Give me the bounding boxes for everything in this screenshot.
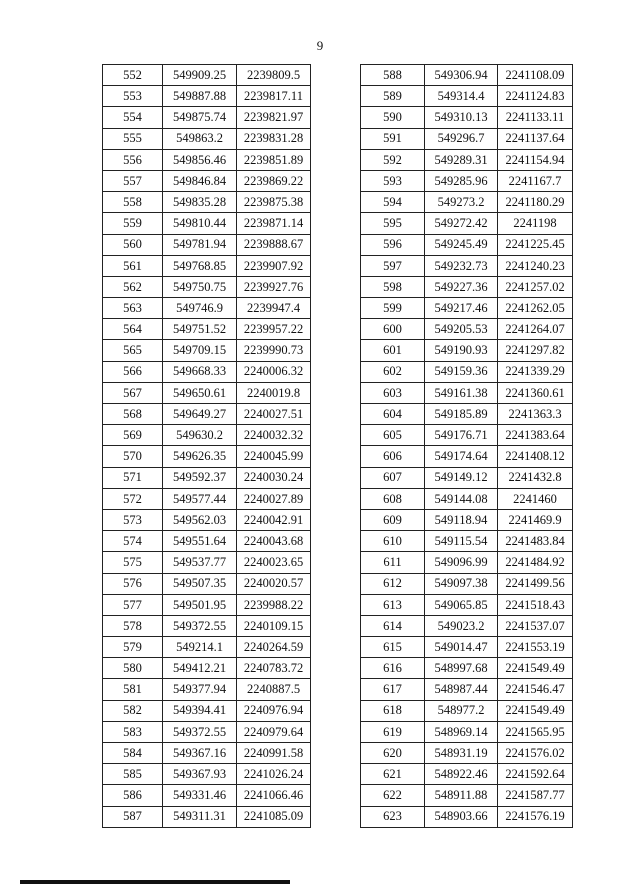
y-coordinate-cell: 2239990.73 [237,340,311,361]
point-number-cell: 607 [361,467,425,488]
point-number-cell: 575 [103,552,163,573]
point-number-cell: 599 [361,298,425,319]
footer-rule [20,880,290,884]
point-number-cell: 603 [361,382,425,403]
y-coordinate-cell: 2241133.11 [498,107,573,128]
table-row [103,573,311,594]
x-coordinate-cell: 549272.42 [425,213,498,234]
table-row [361,65,573,86]
point-number-cell: 612 [361,573,425,594]
y-coordinate-cell: 2241469.9 [498,509,573,530]
table-row [103,488,311,509]
y-coordinate-cell: 2239821.97 [237,107,311,128]
table-row [103,298,311,319]
x-coordinate-cell: 549149.12 [425,467,498,488]
y-coordinate-cell: 2239831.28 [237,128,311,149]
x-coordinate-cell: 549377.94 [163,679,237,700]
table-row [361,170,573,191]
y-coordinate-cell: 2240045.99 [237,446,311,467]
table-row [103,192,311,213]
x-coordinate-cell: 549626.35 [163,446,237,467]
x-coordinate-cell: 549115.54 [425,531,498,552]
table-row [103,425,311,446]
table-row [103,86,311,107]
point-number-cell: 611 [361,552,425,573]
table-row [361,276,573,297]
point-number-cell: 589 [361,86,425,107]
table-row [361,637,573,658]
table-row [361,107,573,128]
y-coordinate-cell: 2241154.94 [498,149,573,170]
x-coordinate-cell: 549668.33 [163,361,237,382]
point-number-cell: 617 [361,679,425,700]
point-number-cell: 591 [361,128,425,149]
x-coordinate-cell: 549185.89 [425,404,498,425]
y-coordinate-cell: 2240264.59 [237,637,311,658]
table-row [361,446,573,467]
y-coordinate-cell: 2239888.67 [237,234,311,255]
table-row [103,552,311,573]
point-number-cell: 574 [103,531,163,552]
y-coordinate-cell: 2241026.24 [237,764,311,785]
x-coordinate-cell: 549781.94 [163,234,237,255]
table-row [361,128,573,149]
table-row [361,361,573,382]
y-coordinate-cell: 2241363.3 [498,404,573,425]
point-number-cell: 558 [103,192,163,213]
y-coordinate-cell: 2241549.49 [498,658,573,679]
x-coordinate-cell: 548922.46 [425,764,498,785]
table-row [361,467,573,488]
y-coordinate-cell: 2240027.89 [237,488,311,509]
table-row [103,107,311,128]
x-coordinate-cell: 549310.13 [425,107,498,128]
point-number-cell: 557 [103,170,163,191]
point-number-cell: 566 [103,361,163,382]
x-coordinate-cell: 549887.88 [163,86,237,107]
y-coordinate-cell: 2239851.89 [237,149,311,170]
x-coordinate-cell: 549650.61 [163,382,237,403]
point-number-cell: 555 [103,128,163,149]
y-coordinate-cell: 2241108.09 [498,65,573,86]
y-coordinate-cell: 2240043.68 [237,531,311,552]
y-coordinate-cell: 2241124.83 [498,86,573,107]
point-number-cell: 598 [361,276,425,297]
point-number-cell: 581 [103,679,163,700]
x-coordinate-cell: 549331.46 [163,785,237,806]
point-number-cell: 618 [361,700,425,721]
y-coordinate-cell: 2240979.64 [237,721,311,742]
y-coordinate-cell: 2241565.95 [498,721,573,742]
x-coordinate-cell: 549856.46 [163,149,237,170]
table-row [103,149,311,170]
point-number-cell: 613 [361,594,425,615]
x-coordinate-cell: 549232.73 [425,255,498,276]
point-number-cell: 562 [103,276,163,297]
x-coordinate-cell: 549367.16 [163,743,237,764]
table-row [103,700,311,721]
x-coordinate-cell: 548977.2 [425,700,498,721]
y-coordinate-cell: 2241264.07 [498,319,573,340]
point-number-cell: 577 [103,594,163,615]
x-coordinate-cell: 549751.52 [163,319,237,340]
x-coordinate-cell: 549863.2 [163,128,237,149]
table-row [361,213,573,234]
y-coordinate-cell: 2241297.82 [498,340,573,361]
table-row [103,615,311,636]
table-row [361,488,573,509]
y-coordinate-cell: 2240027.51 [237,404,311,425]
point-number-cell: 597 [361,255,425,276]
y-coordinate-cell: 2240042.91 [237,509,311,530]
point-number-cell: 592 [361,149,425,170]
table-row [361,721,573,742]
y-coordinate-cell: 2241549.49 [498,700,573,721]
x-coordinate-cell: 549630.2 [163,425,237,446]
x-coordinate-cell: 549096.99 [425,552,498,573]
point-number-cell: 569 [103,425,163,446]
table-row [361,658,573,679]
y-coordinate-cell: 2241537.07 [498,615,573,636]
table-row [361,615,573,636]
x-coordinate-cell: 549394.41 [163,700,237,721]
point-number-cell: 576 [103,573,163,594]
point-number-cell: 590 [361,107,425,128]
table-row [361,255,573,276]
x-coordinate-cell: 549159.36 [425,361,498,382]
table-row [103,467,311,488]
y-coordinate-cell: 2241257.02 [498,276,573,297]
page-number: 9 [316,38,324,53]
table-row [361,531,573,552]
x-coordinate-cell: 549750.75 [163,276,237,297]
x-coordinate-cell: 549875.74 [163,107,237,128]
point-number-cell: 560 [103,234,163,255]
point-number-cell: 553 [103,86,163,107]
x-coordinate-cell: 548911.88 [425,785,498,806]
table-row [103,170,311,191]
x-coordinate-cell: 549562.03 [163,509,237,530]
y-coordinate-cell: 2241085.09 [237,806,311,827]
x-coordinate-cell: 549023.2 [425,615,498,636]
point-number-cell: 605 [361,425,425,446]
y-coordinate-cell: 2240032.32 [237,425,311,446]
y-coordinate-cell: 2240783.72 [237,658,311,679]
table-row [361,743,573,764]
y-coordinate-cell: 2239907.92 [237,255,311,276]
x-coordinate-cell: 549412.21 [163,658,237,679]
x-coordinate-cell: 549245.49 [425,234,498,255]
point-number-cell: 578 [103,615,163,636]
x-coordinate-cell: 549551.64 [163,531,237,552]
x-coordinate-cell: 548931.19 [425,743,498,764]
y-coordinate-cell: 2240991.58 [237,743,311,764]
y-coordinate-cell: 2241576.19 [498,806,573,827]
y-coordinate-cell: 2241240.23 [498,255,573,276]
point-number-cell: 552 [103,65,163,86]
y-coordinate-cell: 2239947.4 [237,298,311,319]
point-number-cell: 571 [103,467,163,488]
point-number-cell: 586 [103,785,163,806]
point-number-cell: 596 [361,234,425,255]
y-coordinate-cell: 2241546.47 [498,679,573,700]
point-number-cell: 588 [361,65,425,86]
x-coordinate-cell: 548997.68 [425,658,498,679]
y-coordinate-cell: 2240887.5 [237,679,311,700]
y-coordinate-cell: 2239875.38 [237,192,311,213]
point-number-cell: 595 [361,213,425,234]
y-coordinate-cell: 2239809.5 [237,65,311,86]
y-coordinate-cell: 2241483.84 [498,531,573,552]
x-coordinate-cell: 549227.36 [425,276,498,297]
table-row [361,340,573,361]
table-row [361,149,573,170]
y-coordinate-cell: 2241432.8 [498,467,573,488]
y-coordinate-cell: 2240109.15 [237,615,311,636]
x-coordinate-cell: 549367.93 [163,764,237,785]
x-coordinate-cell: 549649.27 [163,404,237,425]
y-coordinate-cell: 2241576.02 [498,743,573,764]
point-number-cell: 622 [361,785,425,806]
y-coordinate-cell: 2239869.22 [237,170,311,191]
table-row [103,404,311,425]
x-coordinate-cell: 549746.9 [163,298,237,319]
table-row [103,361,311,382]
table-row [103,128,311,149]
y-coordinate-cell: 2241137.64 [498,128,573,149]
y-coordinate-cell: 2240019.8 [237,382,311,403]
point-number-cell: 573 [103,509,163,530]
point-number-cell: 608 [361,488,425,509]
table-row [361,785,573,806]
table-row [103,276,311,297]
point-number-cell: 616 [361,658,425,679]
point-number-cell: 556 [103,149,163,170]
table-row [103,806,311,827]
y-coordinate-cell: 2241225.45 [498,234,573,255]
y-coordinate-cell: 2241408.12 [498,446,573,467]
point-number-cell: 600 [361,319,425,340]
table-row [103,213,311,234]
x-coordinate-cell: 549372.55 [163,721,237,742]
point-number-cell: 568 [103,404,163,425]
x-coordinate-cell: 549846.84 [163,170,237,191]
x-coordinate-cell: 549176.71 [425,425,498,446]
point-number-cell: 570 [103,446,163,467]
x-coordinate-cell: 549507.35 [163,573,237,594]
table-row [361,234,573,255]
coordinate-table-body [103,65,311,828]
y-coordinate-cell: 2239871.14 [237,213,311,234]
x-coordinate-cell: 549372.55 [163,615,237,636]
table-row [361,86,573,107]
point-number-cell: 554 [103,107,163,128]
y-coordinate-cell: 2241180.29 [498,192,573,213]
x-coordinate-cell: 549214.1 [163,637,237,658]
x-coordinate-cell: 549314.4 [425,86,498,107]
table-row [361,806,573,827]
table-row [103,658,311,679]
x-coordinate-cell: 549810.44 [163,213,237,234]
point-number-cell: 593 [361,170,425,191]
y-coordinate-cell: 2241262.05 [498,298,573,319]
point-number-cell: 580 [103,658,163,679]
table-row [361,319,573,340]
point-number-cell: 585 [103,764,163,785]
x-coordinate-cell: 549835.28 [163,192,237,213]
x-coordinate-cell: 549768.85 [163,255,237,276]
table-row [361,573,573,594]
y-coordinate-cell: 2241553.19 [498,637,573,658]
point-number-cell: 564 [103,319,163,340]
table-row [103,594,311,615]
x-coordinate-cell: 548987.44 [425,679,498,700]
point-number-cell: 620 [361,743,425,764]
x-coordinate-cell: 549285.96 [425,170,498,191]
y-coordinate-cell: 2241383.64 [498,425,573,446]
table-row [103,382,311,403]
x-coordinate-cell: 549537.77 [163,552,237,573]
point-number-cell: 623 [361,806,425,827]
table-row [361,700,573,721]
y-coordinate-cell: 2241484.92 [498,552,573,573]
point-number-cell: 606 [361,446,425,467]
table-row [103,531,311,552]
x-coordinate-cell: 548969.14 [425,721,498,742]
x-coordinate-cell: 549065.85 [425,594,498,615]
x-coordinate-cell: 549592.37 [163,467,237,488]
y-coordinate-cell: 2240020.57 [237,573,311,594]
table-row [103,764,311,785]
point-number-cell: 601 [361,340,425,361]
point-number-cell: 619 [361,721,425,742]
table-row [361,425,573,446]
point-number-cell: 615 [361,637,425,658]
point-number-cell: 583 [103,721,163,742]
y-coordinate-cell: 2241499.56 [498,573,573,594]
x-coordinate-cell: 549273.2 [425,192,498,213]
y-coordinate-cell: 2240023.65 [237,552,311,573]
point-number-cell: 559 [103,213,163,234]
table-row [361,764,573,785]
x-coordinate-cell: 549501.95 [163,594,237,615]
x-coordinate-cell: 549311.31 [163,806,237,827]
y-coordinate-cell: 2240030.24 [237,467,311,488]
y-coordinate-cell: 2241066.46 [237,785,311,806]
table-row [103,340,311,361]
y-coordinate-cell: 2241167.7 [498,170,573,191]
y-coordinate-cell: 2241592.64 [498,764,573,785]
x-coordinate-cell: 549909.25 [163,65,237,86]
y-coordinate-cell: 2240976.94 [237,700,311,721]
point-number-cell: 609 [361,509,425,530]
y-coordinate-cell: 2241339.29 [498,361,573,382]
coordinate-table-left [102,64,311,828]
y-coordinate-cell: 2239957.22 [237,319,311,340]
point-number-cell: 614 [361,615,425,636]
table-row [103,743,311,764]
table-row [103,446,311,467]
coordinate-table-body [361,65,573,828]
table-row [361,679,573,700]
y-coordinate-cell: 2239988.22 [237,594,311,615]
y-coordinate-cell: 2241360.61 [498,382,573,403]
x-coordinate-cell: 549097.38 [425,573,498,594]
table-row [361,192,573,213]
x-coordinate-cell: 549296.7 [425,128,498,149]
x-coordinate-cell: 549014.47 [425,637,498,658]
table-row [361,594,573,615]
y-coordinate-cell: 2239927.76 [237,276,311,297]
point-number-cell: 594 [361,192,425,213]
table-row [103,637,311,658]
table-row [361,382,573,403]
x-coordinate-cell: 549205.53 [425,319,498,340]
y-coordinate-cell: 2239817.11 [237,86,311,107]
table-row [103,509,311,530]
y-coordinate-cell: 2241518.43 [498,594,573,615]
point-number-cell: 602 [361,361,425,382]
point-number-cell: 567 [103,382,163,403]
table-row [103,234,311,255]
y-coordinate-cell: 2241460 [498,488,573,509]
x-coordinate-cell: 549306.94 [425,65,498,86]
y-coordinate-cell: 2240006.32 [237,361,311,382]
table-row [103,785,311,806]
table-row [103,255,311,276]
table-row [361,552,573,573]
x-coordinate-cell: 548903.66 [425,806,498,827]
table-row [103,319,311,340]
point-number-cell: 584 [103,743,163,764]
x-coordinate-cell: 549289.31 [425,149,498,170]
x-coordinate-cell: 549161.38 [425,382,498,403]
point-number-cell: 604 [361,404,425,425]
point-number-cell: 621 [361,764,425,785]
table-row [103,679,311,700]
point-number-cell: 572 [103,488,163,509]
x-coordinate-cell: 549217.46 [425,298,498,319]
x-coordinate-cell: 549144.08 [425,488,498,509]
table-row [361,509,573,530]
x-coordinate-cell: 549709.15 [163,340,237,361]
x-coordinate-cell: 549118.94 [425,509,498,530]
point-number-cell: 579 [103,637,163,658]
point-number-cell: 587 [103,806,163,827]
table-row [103,65,311,86]
point-number-cell: 565 [103,340,163,361]
point-number-cell: 563 [103,298,163,319]
coordinate-table-right [360,64,573,828]
y-coordinate-cell: 2241198 [498,213,573,234]
table-row [361,404,573,425]
x-coordinate-cell: 549174.64 [425,446,498,467]
point-number-cell: 610 [361,531,425,552]
point-number-cell: 582 [103,700,163,721]
point-number-cell: 561 [103,255,163,276]
x-coordinate-cell: 549577.44 [163,488,237,509]
table-row [361,298,573,319]
x-coordinate-cell: 549190.93 [425,340,498,361]
y-coordinate-cell: 2241587.77 [498,785,573,806]
table-row [103,721,311,742]
